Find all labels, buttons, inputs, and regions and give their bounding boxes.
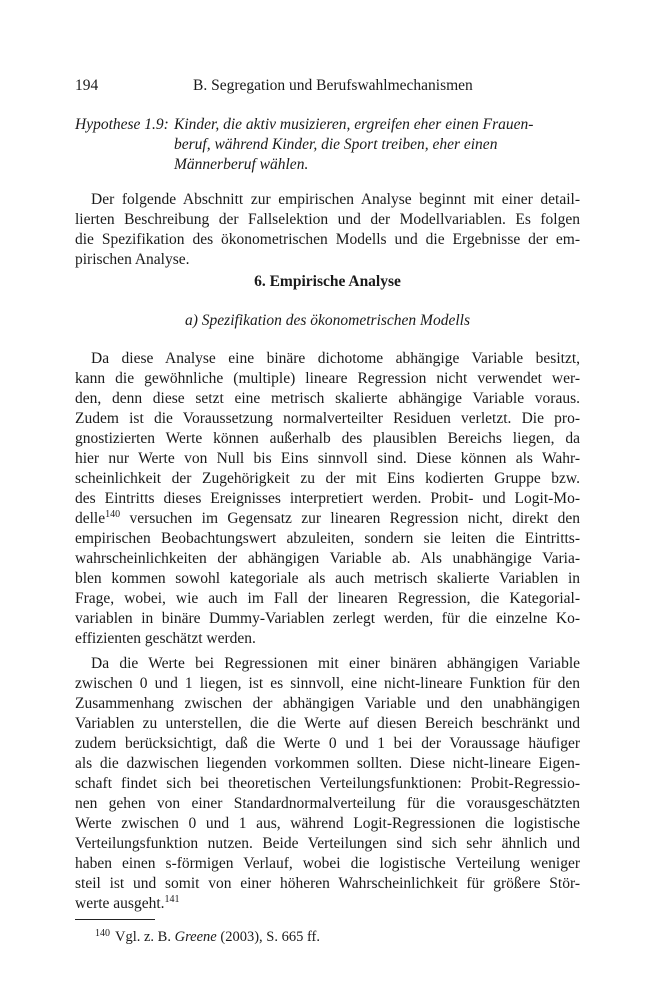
- text-line: blen kommen sowohl kategoriale als auch metrisch skalierte Variablen in: [75, 570, 580, 587]
- text-line: steil ist und somit von einer höheren Wahrscheinlichkeit für größere Stör-: [75, 875, 580, 892]
- text-line: variablen in binäre Dummy-Variablen zerlegt werden, für die einzelne Ko-: [75, 610, 580, 627]
- text-line: Verteilungsfunktion nutzen. Beide Verteilungen sind sich sehr ähnlich und: [75, 835, 580, 852]
- running-title: B. Segregation und Berufswahlmechanismen: [193, 77, 473, 94]
- text-line: gnostizierten Werte können außerhalb des plausiblen Bereichs liegen, da: [75, 430, 580, 447]
- text-line: Werte zwischen 0 und 1 aus, während Logit-Regressionen die logistische: [75, 815, 580, 832]
- text-line: Der folgende Abschnitt zur empirischen Analyse beginnt mit einer detail-: [91, 191, 580, 208]
- footnote-text: Vgl. z. B.: [115, 929, 175, 945]
- text-line: die Spezifikation des ökonometrischen Modells und die Ergebnisse der em-: [75, 231, 580, 248]
- hypothesis-label: Hypothese 1.9:: [75, 116, 169, 133]
- text-line: Zudem ist die Voraussetzung normalverteilter Residuen verletzt. Die pro-: [75, 410, 580, 427]
- text-line: Frage, wobei, wie auch im Fall der linearen Regression, die Kategorial-: [75, 590, 580, 607]
- text-line: [75, 509, 580, 529]
- text-line: Da diese Analyse eine binäre dichotome abhängige Variable besitzt,: [91, 350, 580, 367]
- text-line: wahrscheinlichkeiten der abhängigen Variable ab. Als unabhängige Varia-: [75, 550, 580, 567]
- footnote-number: 140: [95, 928, 110, 939]
- text-line: kann die gewöhnliche (multiple) lineare Regression nicht verwendet wer-: [75, 370, 580, 387]
- text-line: als die dazwischen liegenden vorkommen sollten. Diese nicht-lineare Eigen-: [75, 755, 580, 772]
- text-fragment: delle: [75, 510, 106, 527]
- text-fragment: versuchen im Gegensatz zur linearen Regression nicht, direkt den: [120, 510, 580, 527]
- running-header: [75, 76, 580, 96]
- text-line: scheinlichkeit der Zugehörigkeit zu der mit Eins kodierten Gruppe bzw.: [75, 470, 580, 487]
- text-line: Da die Werte bei Regressionen mit einer binären abhängigen Variable: [91, 655, 580, 672]
- hypothesis-line: beruf, während Kinder, die Sport treiben, eher einen: [174, 136, 498, 153]
- text-line: effizienten geschätzt werden.: [75, 630, 256, 647]
- text-fragment: werte ausgeht.: [75, 895, 165, 912]
- text-line: hier nur Werte von Null bis Eins sinnvoll sind. Diese können als Wahr-: [75, 450, 580, 467]
- text-line: [75, 894, 580, 914]
- footnote-ref-141[interactable]: 141: [164, 894, 180, 905]
- text-line: lierten Beschreibung der Fallselektion und der Modellvariablen. Es folgen: [75, 211, 580, 228]
- text-line: empirischen Beobachtungswert abzuleiten, sondern sie leiten die Eintritts-: [75, 530, 580, 547]
- footnote-author: Greene: [174, 929, 217, 945]
- text-line: pirischen Analyse.: [75, 251, 190, 268]
- footnote-140: [95, 925, 320, 946]
- footnote-rule: [75, 919, 155, 920]
- text-line: nen gehen von einer Standardnormalverteilung für die vorausgeschätzten: [75, 795, 580, 812]
- page-number: 194: [75, 77, 99, 94]
- text-line: haben einen s-förmigen Verlauf, wobei die logistische Verteilung weniger: [75, 855, 580, 872]
- text-line: zwischen 0 und 1 liegen, ist es sinnvoll, eine nicht-lineare Funktion für den: [75, 675, 580, 692]
- text-line: Zusammenhang zwischen der abhängigen Variable und den unabhängigen: [75, 695, 580, 712]
- footnote-ref-140[interactable]: 140: [105, 509, 121, 520]
- hypothesis-line: Kinder, die aktiv musizieren, ergreifen eher einen Frauen-: [174, 116, 534, 133]
- text-line: des Eintritts dieses Ereignisses interpretiert werden. Probit- und Logit-Mo-: [75, 490, 580, 507]
- subsection-heading: a) Spezifikation des ökonometrischen Modells: [185, 312, 470, 329]
- text-line: schaft findet sich bei theoretischen Verteilungsfunktionen: Probit-Regressio-: [75, 775, 580, 792]
- text-line: Variablen zu unterstellen, die die Werte auf diesen Bereich beschränkt und: [75, 715, 580, 732]
- text-line: zudem berücksichtigt, daß die Werte 0 und 1 bei der Voraussage häufiger: [75, 735, 580, 752]
- footnote-text: (2003), S. 665 ff.: [216, 929, 320, 945]
- text-line: den, denn diese setzt eine metrisch skalierte abhängige Variable voraus.: [75, 390, 580, 407]
- hypothesis-line: Männerberuf wählen.: [174, 156, 309, 173]
- section-heading: 6. Empirische Analyse: [254, 273, 401, 290]
